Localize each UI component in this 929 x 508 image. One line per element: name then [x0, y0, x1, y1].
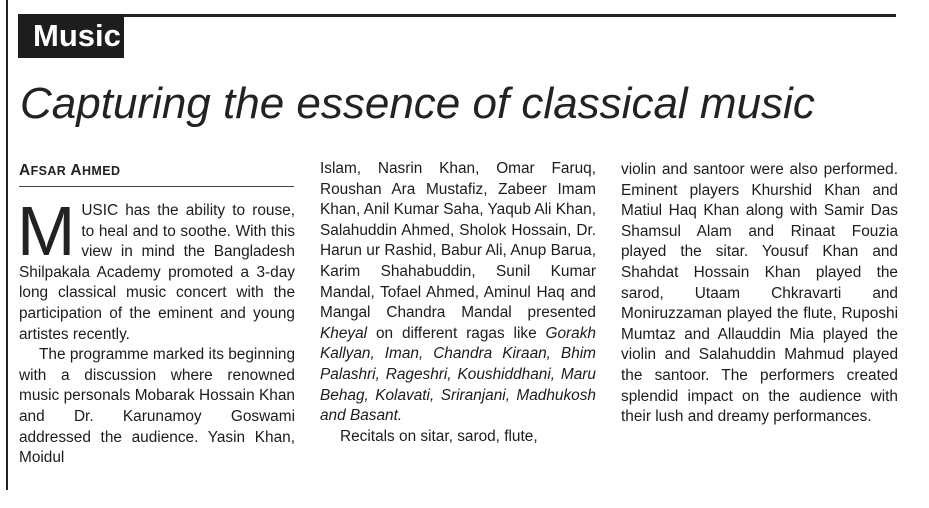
- paragraph-3: [320, 159, 596, 427]
- page-left-rule: [6, 0, 8, 490]
- article-column-2: [320, 159, 596, 447]
- drop-cap: M: [17, 192, 76, 270]
- paragraph-1-text: USIC has the ability to rouse, to heal and to soothe. With this view in mind the Bangladesh Shilpakala Academy promoted a 3-day long classical music concert with the participation of the eminent and young artistes recently.: [19, 202, 295, 343]
- article-headline: Capturing the essence of classical music: [20, 79, 815, 128]
- section-top-rule: [124, 14, 896, 17]
- paragraph-3-text-a: Islam, Nasrin Khan, Omar Faruq, Roushan Ara Mustafiz, Zabeer Imam Khan, Anil Kumar Saha, Yaqub Ali Khan, Salahuddin Ahmed, Sholok Hossain, Dr. Harun ur Rashid, Babur Ali, Anup Barua, Karim Shahabuddin, Sunil Kumar Mandal, Tofael Ahmed, Aminul Haq and Mangal Chandra Mandal presented: [320, 160, 596, 322]
- paragraph-3-text-b: on different ragas like: [367, 324, 546, 342]
- kheyal-italic: Kheyal: [320, 324, 368, 342]
- section-label: Music: [18, 14, 124, 58]
- byline-last-initial: A: [70, 162, 82, 179]
- paragraph-5: violin and santoor were also performed. Eminent players Khurshid Khan and Matiul Haq Khan along with Samir Das Shamsul Alam and Rinaat Fouzia played the sitar. Yousuf Khan and Shahdat Hossain Khan played the sarod, Utaam Chkravarti and Moniruzzaman played the flute, Ruposhi Mumtaz and Allauddin Mia played the violin and Salahuddin Mahmud played the santoor. The performers created splendid impact on the audience with their lush and dreamy performances.: [621, 161, 898, 426]
- byline: [19, 162, 120, 180]
- byline-first-initial: A: [19, 162, 31, 179]
- article-column-1: [17, 192, 295, 469]
- byline-rule: [19, 186, 294, 187]
- paragraph-2: The programme marked its beginning with a discussion where renowned music personals Mobarak Hossain Khan and Dr. Karunamoy Goswami addressed the audience. Yasin Khan, Moidul: [19, 346, 295, 467]
- byline-last-rest: HMED: [81, 164, 121, 178]
- paragraph-1: [17, 192, 295, 345]
- ragas-italic: Gorakh Kallyan, Iman, Chandra Kiraan, Bhim Palashri, Rageshri, Koushiddhani, Maru Behag, Kolavati, Sriranjani, Madhukosh and Basant.: [320, 324, 596, 425]
- byline-first-rest: FSAR: [30, 164, 67, 178]
- article-column-3: [621, 160, 898, 428]
- paragraph-4: Recitals on sitar, sarod, flute,: [340, 427, 538, 445]
